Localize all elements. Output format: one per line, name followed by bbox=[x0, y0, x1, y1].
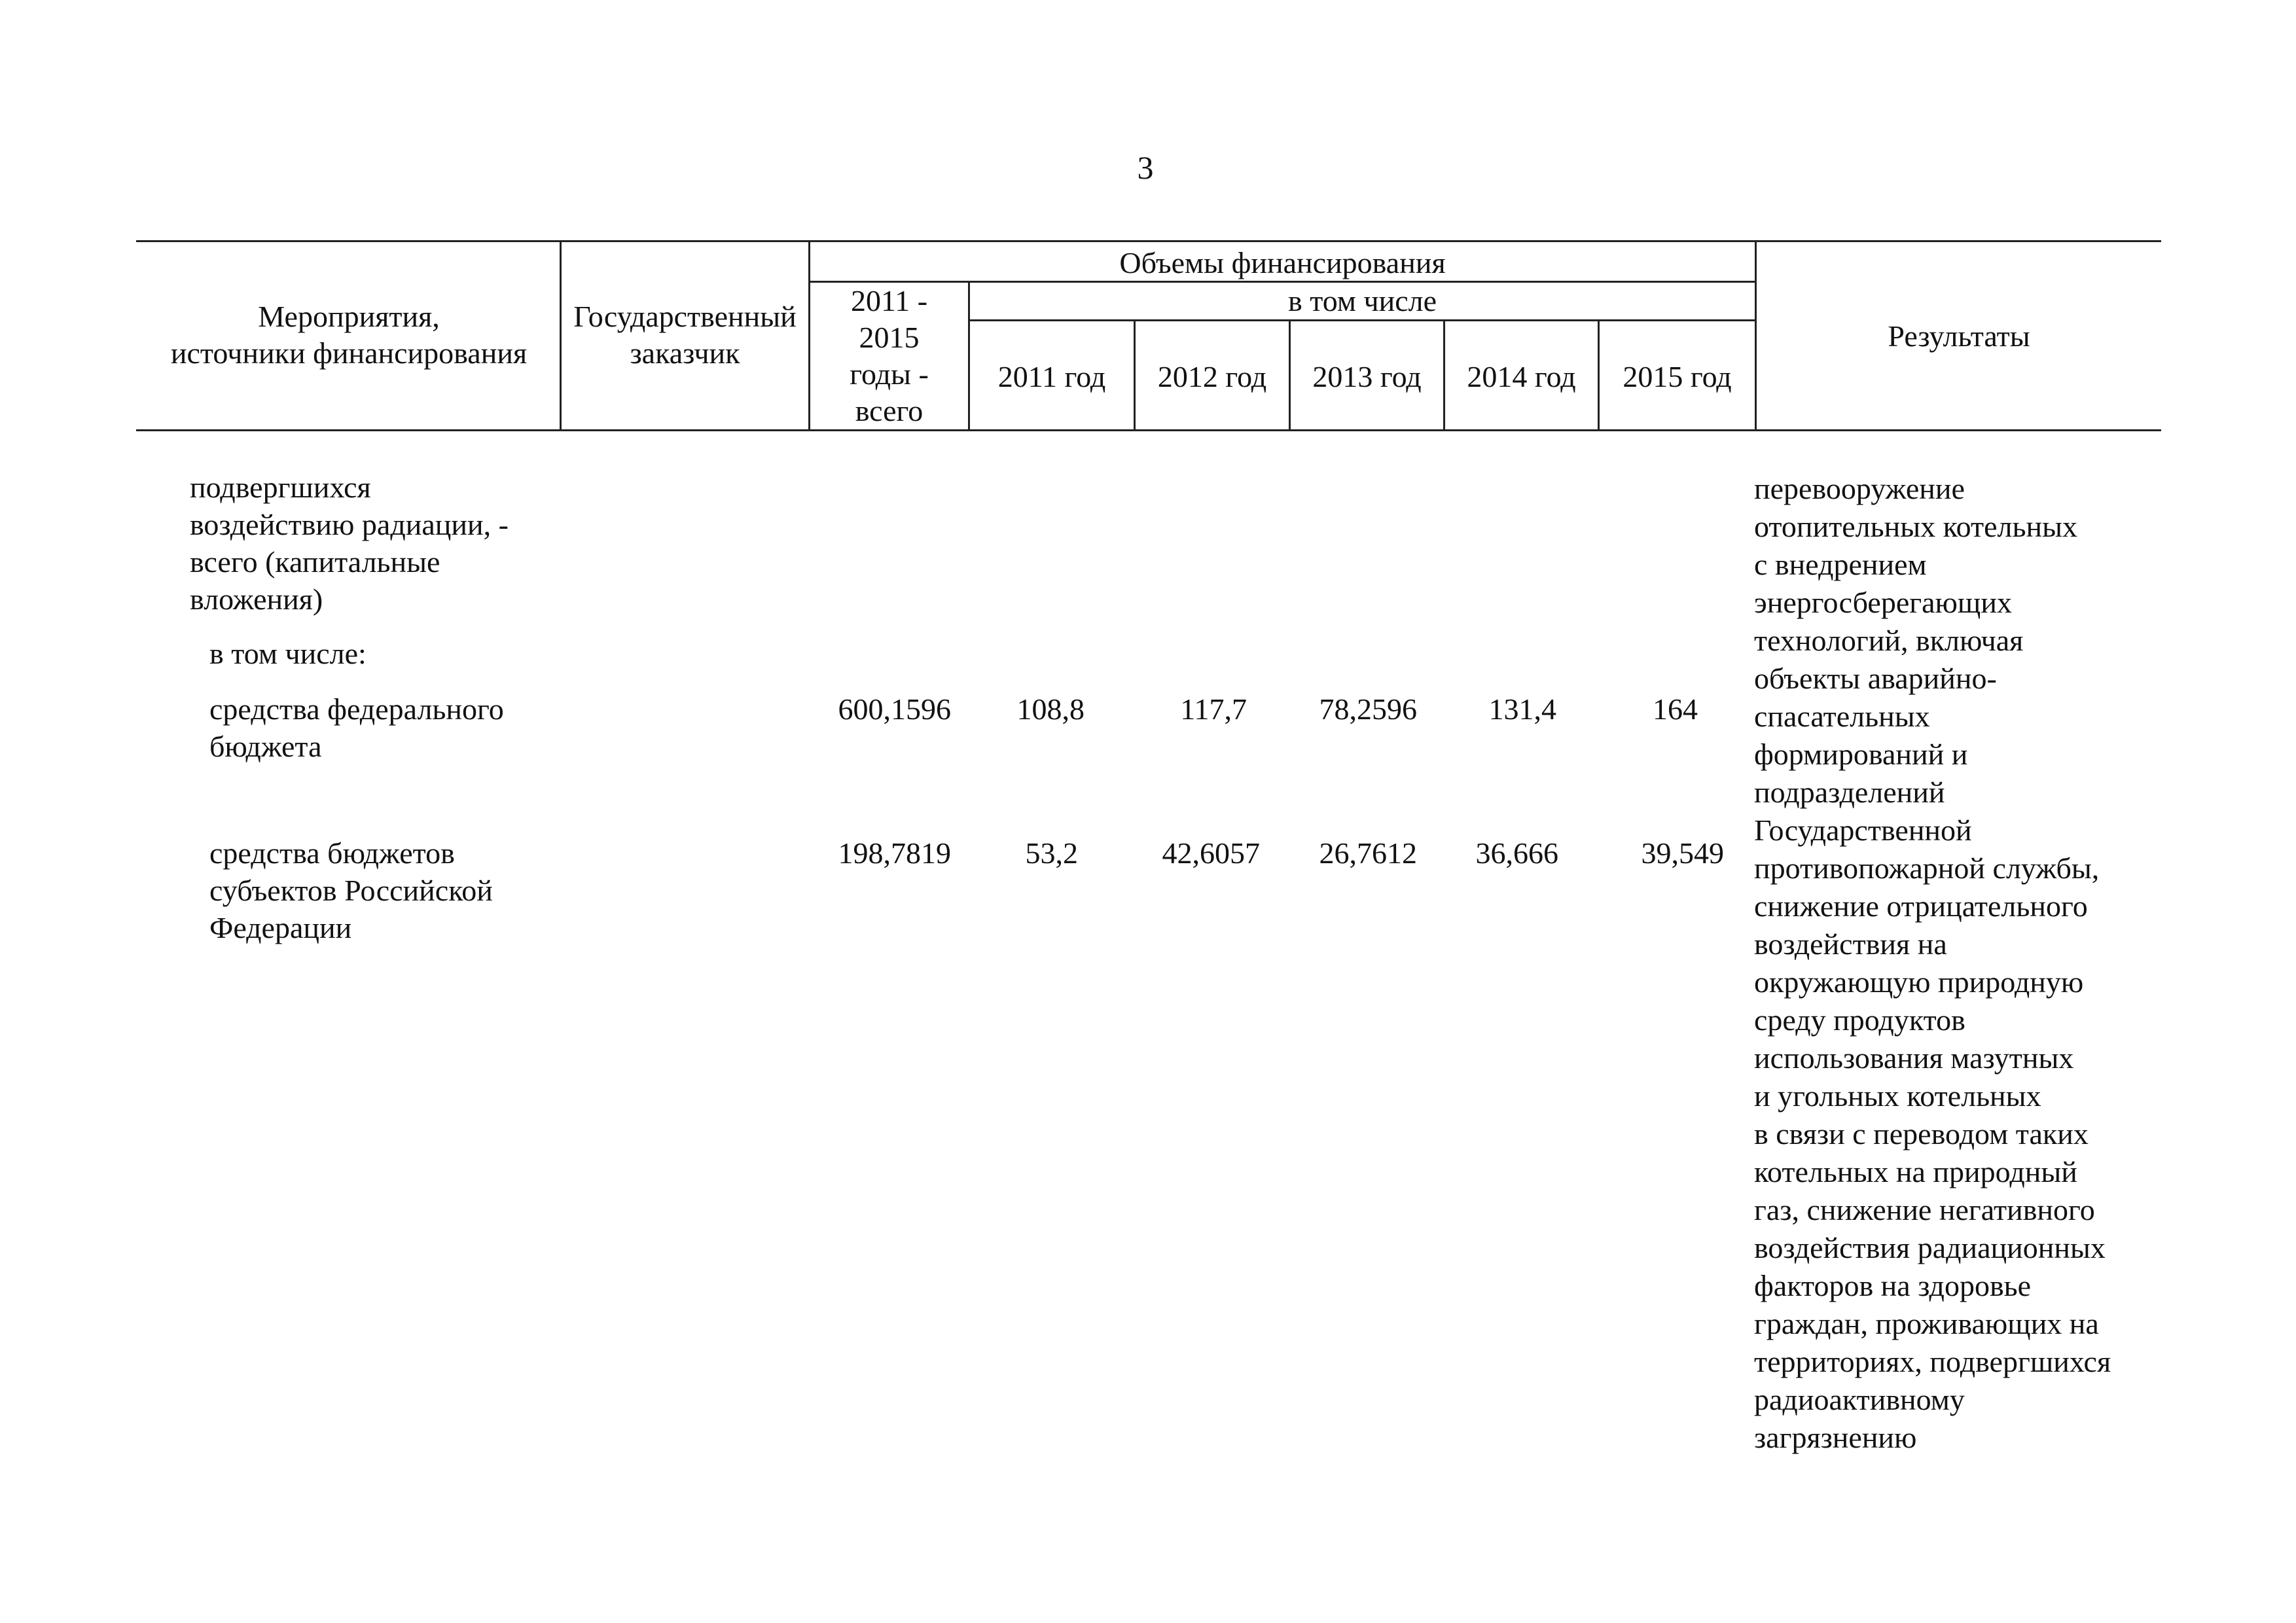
row-regional-2015: 39,549 bbox=[1641, 836, 1724, 870]
including-underline bbox=[970, 319, 1757, 321]
header-year-2011: 2011 год bbox=[997, 360, 1106, 393]
header-customer: Государственный заказчик bbox=[573, 300, 797, 370]
row-federal-total: 600,1596 bbox=[838, 692, 951, 726]
header-year-2013: 2013 год bbox=[1312, 360, 1422, 393]
header-year-2012: 2012 год bbox=[1157, 360, 1267, 393]
row-federal-2014: 131,4 bbox=[1488, 692, 1556, 726]
section-title: подвергшихся воздействию радиации, - всего (капитальные вложения) bbox=[190, 471, 509, 616]
header-including: в том числе bbox=[1288, 284, 1437, 317]
header-total: 2011 - 2015 годы - всего bbox=[850, 284, 929, 427]
including-label: в том числе: bbox=[209, 637, 367, 670]
row-federal-2011: 108,8 bbox=[1016, 692, 1085, 726]
row-regional-total: 198,7819 bbox=[838, 836, 951, 870]
row-regional-2012: 42,6057 bbox=[1162, 836, 1260, 870]
header-year-2014: 2014 год bbox=[1467, 360, 1576, 393]
header-funding-group: Объемы финансирования bbox=[1119, 246, 1446, 279]
row-federal-2015: 164 bbox=[1653, 692, 1698, 726]
header-results: Результаты bbox=[1888, 319, 2030, 353]
row-federal-2012: 117,7 bbox=[1180, 692, 1247, 726]
header-activities: Мероприятия, источники финансирования bbox=[170, 300, 528, 370]
row-regional-2014: 36,666 bbox=[1475, 836, 1558, 870]
header-year-2015: 2015 год bbox=[1623, 360, 1732, 393]
table-top-border bbox=[136, 240, 2161, 242]
table-row-label: средства бюджетов субъектов Российской Федерации bbox=[209, 836, 493, 944]
results-text: перевооружение отопительных котельных с внедрением энергосберегающих технологий, включая объекты аварийно- спасательных формирований и подразделений Государственной противопожарной службы, снижение отрицательного воздействия на окружающую природную среду продуктов использования мазутных и угольных котельных в связи с переводом таких котельных на природный газ, снижение негативного воздействия радиационных факторов на здоровье граждан, проживающих на территориях, подвергшихся радиоактивному загрязнению bbox=[1754, 472, 2111, 1454]
row-regional-2011: 53,2 bbox=[1025, 836, 1078, 870]
table-row-label: средства федерального бюджета bbox=[209, 692, 504, 763]
header-bottom-border bbox=[136, 429, 2161, 431]
row-regional-2013: 26,7612 bbox=[1319, 836, 1417, 870]
page-number: 3 bbox=[1137, 149, 1154, 186]
row-federal-2013: 78,2596 bbox=[1319, 692, 1417, 726]
